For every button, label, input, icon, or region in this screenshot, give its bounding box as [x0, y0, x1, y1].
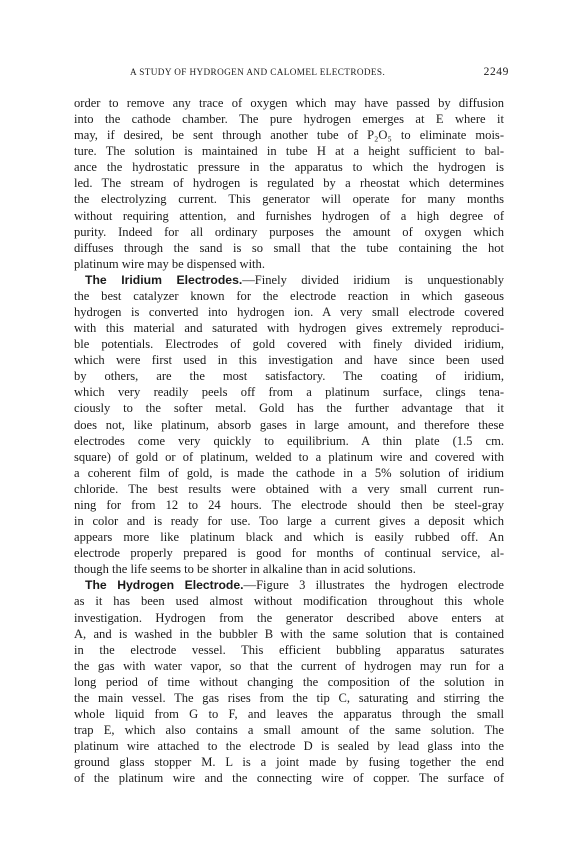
body-text	[74, 95, 504, 786]
text-line: purity. Indeed for all ordinary purposes the amount of oxygen which	[74, 224, 504, 239]
text-line: ground glass stopper M. L is a joint made by fusing together the end	[74, 755, 504, 770]
text-line: ciously to the softer metal. Gold has the further advantage that it	[74, 401, 504, 416]
text-line: whole liquid from G to F, and leaves the apparatus through the small	[74, 706, 504, 721]
paragraph-hydrogen-electrode	[74, 577, 504, 786]
running-title: A STUDY OF HYDROGEN AND CALOMEL ELECTRODES.	[130, 67, 386, 77]
text-line: as it has been used almost without modification throughout this whole	[74, 594, 504, 609]
text-run: —Figure 3 illustrates the hydrogen electrode	[243, 578, 504, 593]
text-line: appears more like platinum black and which is easily rubbed off. An	[74, 530, 504, 545]
text-line	[74, 272, 504, 288]
text-line: ture. The solution is maintained in tube H at a height sufficient to bal-	[74, 144, 504, 159]
text-line: ning for from 12 to 24 hours. The electrode should then be steel-gray	[74, 497, 504, 512]
text-line: hydrogen is converted into hydrogen ion. A very small electrode covered	[74, 305, 504, 320]
text-line: by others, are the most satisfactory. The coating of iridium,	[74, 369, 504, 384]
text-line: which very readily peels off from a platinum surface, clings tena-	[74, 385, 504, 400]
text-line: electrodes come very quickly to equilibrium. A thin plate (1.5 cm.	[74, 433, 504, 448]
text-line: investigation. Hydrogen from the generator described above enters at	[74, 610, 504, 625]
text-run: —Finely divided iridium is unquestionably	[242, 272, 504, 287]
section-heading-hydrogen: The Hydrogen Electrode.	[85, 578, 244, 593]
page-number: 2249	[483, 66, 509, 78]
text-line: of the platinum wire and the connecting wire of copper. The surface of	[74, 771, 504, 786]
text-line: without requiring attention, and furnishes hydrogen of a high degree of	[74, 208, 504, 223]
text-line: with this material and saturated with hydrogen gives extremely reproduci-	[74, 321, 504, 336]
text-line: which were first used in this investigation and have since been used	[74, 353, 504, 368]
text-line: chloride. The best results were obtained with a very small current run-	[74, 481, 504, 496]
paragraph-generator	[74, 95, 504, 272]
text-line: diffuses through the sand is so small that the tube containing the hot	[74, 240, 504, 255]
text-line: in the electrode vessel. This efficient bubbling apparatus saturates	[74, 642, 504, 657]
text-line: order to remove any trace of oxygen which may have passed by diffusion	[74, 96, 504, 110]
text-line: the gas with water vapor, so that the current of hydrogen may run for a	[74, 658, 504, 673]
text-line: the main vessel. The gas rises from the tip C, saturating and stirring the	[74, 690, 504, 705]
text-line: ance the hydrostatic pressure in the apparatus to which the hydrogen is	[74, 160, 504, 175]
text-line: trap E, which also contains a small amount of the same solution. The	[74, 723, 504, 738]
text-line: A, and is washed in the bubbler B with the same solution that is contained	[74, 626, 504, 641]
text-line: electrode properly prepared is good for months of continual service, al-	[74, 546, 504, 561]
text-line: platinum wire attached to the electrode D is sealed by lead glass into the	[74, 739, 504, 754]
text-line: in color and is ready for use. Too large a current gives a deposit which	[74, 514, 504, 529]
text-line: platinum wire may be dispensed with.	[74, 256, 265, 271]
text-line: into the cathode chamber. The pure hydrogen emerges at E where it	[74, 112, 504, 127]
text-line: the best catalyzer known for the electrode reaction in which gaseous	[74, 288, 504, 303]
text-line: the electrolyzing current. This generator will operate for many months	[74, 192, 504, 207]
text-line: long period of time without changing the composition of the solution in	[74, 674, 504, 689]
text-line: though the life seems to be shorter in alkaline than in acid solutions.	[74, 562, 416, 577]
text-line: ble potentials. Electrodes of gold covered with finely divided iridium,	[74, 337, 504, 352]
running-head	[74, 66, 509, 83]
text-line: does not, like platinum, absorb gases in large amount, and therefore these	[74, 417, 504, 432]
text-line: led. The stream of hydrogen is regulated by a rheostat which determines	[74, 176, 504, 191]
text-line: may, if desired, be sent through another tube of P₂O₅ to eliminate mois-	[74, 128, 504, 143]
text-line: a coherent film of gold, is made the cathode in a 5% solution of iridium	[74, 465, 504, 480]
text-line: square) of gold or of platinum, welded to a platinum wire and covered with	[74, 449, 504, 464]
paragraph-iridium-electrodes	[74, 272, 504, 577]
section-heading-iridium: The Iridium Electrodes.	[85, 272, 243, 287]
text-line	[74, 577, 504, 593]
